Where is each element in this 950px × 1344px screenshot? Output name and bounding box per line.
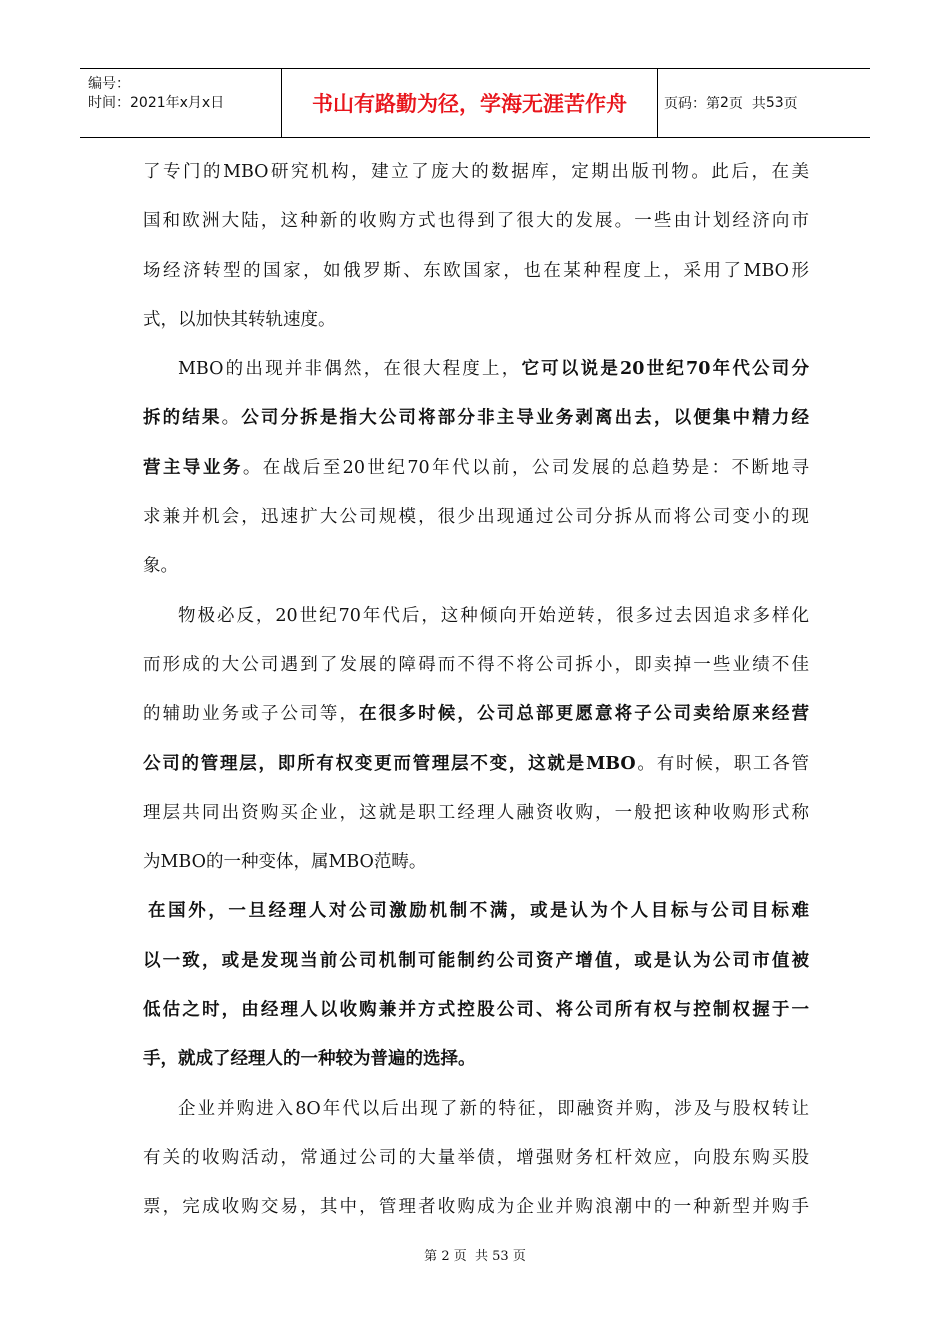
header-motto: 书山有路勤为径，学海无涯苦作舟 [312, 92, 627, 116]
body-line [143, 986, 809, 1035]
page-prefix: 页码：第 [664, 96, 720, 112]
body-line [143, 887, 809, 936]
text-run: 。 [221, 408, 242, 429]
body-line: 式，以加快其转轨速度。 [143, 309, 336, 330]
bold-text-run: 在很多时候，公司总部更愿意将子公司卖给原来经营 [359, 704, 809, 725]
body-line: 而形成的大公司遇到了发展的障碍而不得不将公司拆小，即卖掉一些业绩不佳 [143, 654, 809, 675]
text-run: 。有时候，职工各管 [635, 753, 809, 774]
body-line: 象。 [143, 556, 178, 577]
bold-text-run: 它可以说是20世纪70年代公司分 [521, 359, 809, 380]
bold-text-run: 在国外，一旦经理人对公司激励机制不满，或是认为个人目标与公司目标难 [148, 901, 809, 922]
body-line [143, 444, 809, 493]
body-line [143, 740, 809, 789]
body-line: 理层共同出资购买企业，这就是职工经理人融资收购，一般把该种收购形式称 [143, 802, 809, 823]
body-line [143, 1035, 809, 1084]
text-run: MBO的出现并非偶然，在很大程度上， [178, 359, 522, 380]
footer-page-number: 2 [441, 1249, 450, 1264]
body-line [143, 937, 809, 986]
body-line [143, 394, 809, 443]
bold-text-run: 拆的结果 [143, 408, 222, 429]
time-label: 时间：2021年x月x日 [88, 95, 225, 111]
body-line: 企业并购进入8O年代以后出现了新的特征，即融资并购，涉及与股权转让 [178, 1098, 809, 1119]
text-run: 。在战后至20世纪70年代以前，公司发展的总趋势是：不断地寻 [242, 457, 809, 478]
footer-mid: 页 共 [453, 1249, 488, 1264]
header-page-cell [658, 69, 870, 137]
body-line: 为MBO的一种变体，属MBO范畴。 [143, 852, 427, 873]
body-line: 票，完成收购交易，其中，管理者收购成为企业并购浪潮中的一种新型并购手 [143, 1197, 809, 1218]
bold-text-run: 低估之时，由经理人以收购兼并方式控股公司、将公司所有权与控制权握于一 [143, 1000, 809, 1021]
bold-text-run: 手，就成了经理人的一种较为普遍的选择。 [143, 1049, 476, 1070]
footer-prefix: 第 [424, 1249, 438, 1264]
page-number: 2 [720, 95, 729, 111]
body-line: 国和欧洲大陆，这种新的收购方式也得到了很大的发展。一些由计划经济向市 [143, 211, 809, 232]
body-line: 了专门的MBO研究机构，建立了庞大的数据库，定期出版刊物。此后，在美 [143, 162, 809, 182]
bold-text-run: 公司分拆是指大公司将部分非主导业务剥离出去，以便集中精力经 [241, 408, 809, 429]
page-footer [0, 1245, 950, 1264]
footer-suffix: 页 [512, 1249, 526, 1264]
body-line: 求兼并机会，迅速扩大公司规模，很少出现通过公司分拆从而将公司变小的现 [143, 507, 809, 528]
body-line [143, 690, 809, 739]
page-suffix: 页 [783, 96, 798, 112]
page-header [80, 68, 870, 138]
document-body [143, 148, 809, 1233]
header-motto-cell [282, 69, 658, 137]
body-line [143, 345, 809, 394]
body-line: 有关的收购活动，常通过公司的大量举债，增强财务杠杆效应，向股东购买股 [143, 1147, 809, 1168]
page-mid: 页 共 [728, 96, 766, 112]
bold-text-run: 营主导业务 [143, 457, 243, 478]
text-run: 的辅助业务或子公司等， [143, 704, 360, 725]
body-line: 物极必反，20世纪70年代后，这种倾向开始逆转，很多过去因追求多样化 [178, 605, 809, 626]
bold-text-run: 公司的管理层，即所有权变更而管理层不变，这就是MBO [143, 753, 636, 774]
body-line: 场经济转型的国家，如俄罗斯、东欧国家，也在某种程度上，采用了MBO形 [143, 260, 809, 281]
page-total: 53 [765, 95, 784, 111]
number-label: 编号： [88, 76, 130, 92]
footer-total: 53 [492, 1249, 509, 1264]
bold-text-run: 以一致，或是发现当前公司机制可能制约公司资产增值，或是认为公司市值被 [143, 950, 809, 971]
header-left-cell [80, 69, 282, 137]
